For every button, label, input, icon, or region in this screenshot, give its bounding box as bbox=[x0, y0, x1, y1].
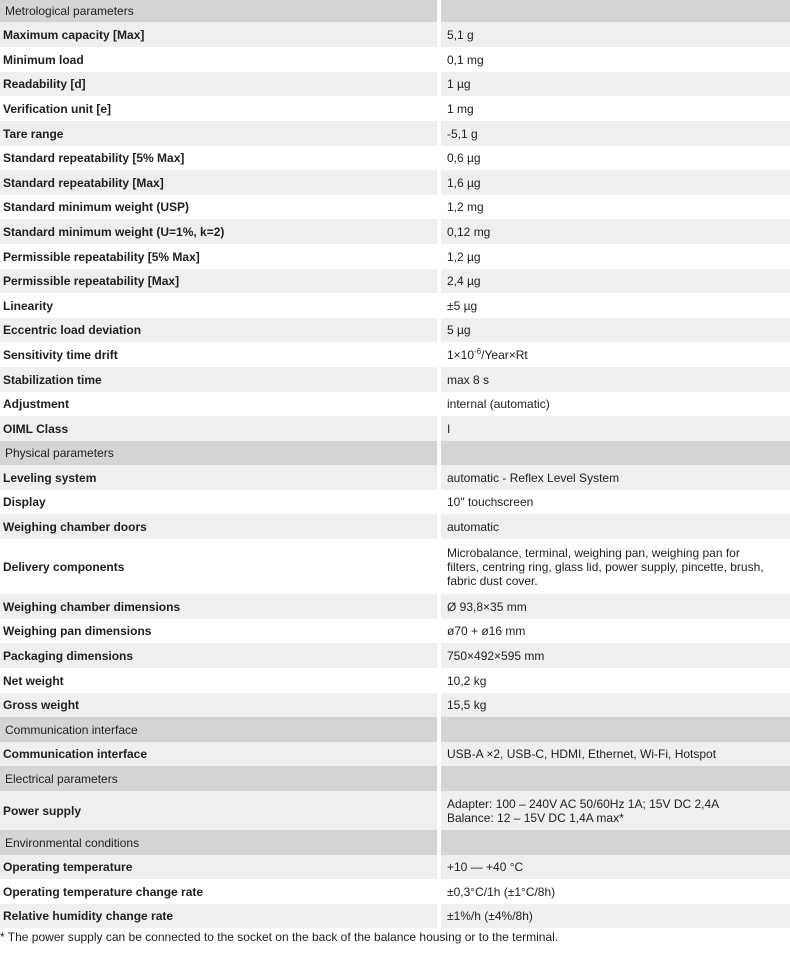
spec-value-line: Balance: 12 – 15V DC 1,4A max* bbox=[447, 810, 624, 825]
spec-row bbox=[0, 791, 790, 830]
spec-value bbox=[441, 250, 790, 264]
section-title: Communication interface bbox=[0, 717, 437, 742]
spec-row bbox=[0, 269, 790, 293]
spec-value-exponent: -6 bbox=[474, 346, 482, 356]
spec-value-text: 5,1 g bbox=[447, 27, 474, 42]
spec-value-line: filters, centring ring, glass lid, power supply, pincette, brush, bbox=[447, 559, 764, 574]
spec-value-text: Ø 93,8×35 mm bbox=[447, 599, 527, 614]
spec-label: Linearity bbox=[3, 298, 54, 313]
section-header-blank bbox=[441, 0, 790, 22]
spec-value-text: internal (automatic) bbox=[447, 397, 550, 411]
spec-label: Sensitivity time drift bbox=[3, 347, 118, 362]
section-title: Physical parameters bbox=[0, 441, 437, 465]
spec-row bbox=[0, 693, 790, 717]
spec-label: Leveling system bbox=[3, 470, 97, 485]
spec-row bbox=[0, 72, 790, 96]
spec-label: Weighing chamber dimensions bbox=[3, 599, 181, 614]
spec-value-text: 1 µg bbox=[447, 77, 471, 91]
spec-value-text: ±1%/h (±4%/8h) bbox=[447, 909, 533, 923]
section-header bbox=[0, 766, 790, 791]
spec-row bbox=[0, 879, 790, 904]
spec-value-text: 10,2 kg bbox=[447, 673, 487, 688]
spec-value bbox=[441, 546, 790, 588]
spec-value-text: ±0,3°C/1h (±1°C/8h) bbox=[447, 884, 556, 899]
spec-label: Minimum load bbox=[3, 52, 84, 67]
spec-value bbox=[441, 274, 790, 288]
spec-value-line: Adapter: 100 – 240V AC 50/60Hz 1A; 15V DC 2,4A bbox=[447, 796, 720, 811]
spec-row bbox=[0, 219, 790, 244]
spec-value-text: 1,2 mg bbox=[447, 200, 484, 214]
spec-value-text: I bbox=[447, 421, 451, 436]
spec-row bbox=[0, 121, 790, 146]
spec-value-text: automatic bbox=[447, 519, 500, 534]
spec-label: Maximum capacity [Max] bbox=[3, 27, 145, 42]
spec-label: Packaging dimensions bbox=[3, 648, 134, 663]
spec-value-text: 1,2 µg bbox=[447, 249, 481, 264]
spec-label: Adjustment bbox=[3, 397, 69, 411]
spec-value-line: fabric dust cover. bbox=[447, 573, 538, 588]
spec-row bbox=[0, 594, 790, 619]
spec-value bbox=[441, 860, 790, 874]
spec-value-line: Microbalance, terminal, weighing pan, weighing pan for bbox=[447, 545, 740, 560]
spec-label: Display bbox=[3, 495, 46, 509]
spec-value-text: 10" touchscreen bbox=[447, 495, 534, 509]
spec-value-text: 0,1 mg bbox=[447, 52, 484, 67]
spec-value bbox=[441, 53, 790, 67]
spec-label: OIML Class bbox=[3, 421, 69, 436]
spec-value bbox=[441, 520, 790, 534]
spec-value bbox=[441, 422, 790, 436]
spec-value bbox=[441, 471, 790, 485]
section-title: Environmental conditions bbox=[0, 830, 437, 855]
spec-label: Weighing chamber doors bbox=[3, 519, 147, 534]
spec-row bbox=[0, 539, 790, 594]
spec-label: Standard repeatability [Max] bbox=[3, 175, 164, 190]
spec-value-text: 1 mg bbox=[447, 101, 474, 116]
spec-row bbox=[0, 293, 790, 318]
spec-value bbox=[441, 127, 790, 141]
section-header bbox=[0, 0, 790, 22]
spec-value bbox=[441, 909, 790, 923]
spec-value bbox=[441, 797, 790, 825]
spec-value-text: 0,12 mg bbox=[447, 224, 491, 239]
spec-label: Power supply bbox=[3, 803, 82, 818]
spec-value-text: 1,6 µg bbox=[447, 175, 481, 190]
spec-label: Readability [d] bbox=[3, 77, 86, 91]
spec-value bbox=[441, 151, 790, 165]
spec-value bbox=[441, 747, 790, 761]
spec-value bbox=[441, 600, 790, 614]
spec-value-text: 1×10 bbox=[447, 347, 475, 362]
spec-row bbox=[0, 47, 790, 72]
spec-value bbox=[441, 225, 790, 239]
spec-label: Weighing pan dimensions bbox=[3, 624, 152, 638]
spec-label: Verification unit [e] bbox=[3, 101, 112, 116]
spec-row bbox=[0, 742, 790, 766]
spec-value bbox=[441, 299, 790, 313]
spec-row bbox=[0, 342, 790, 367]
spec-row bbox=[0, 170, 790, 195]
spec-value-text: ø70 + ø16 mm bbox=[447, 624, 526, 638]
spec-value bbox=[441, 624, 790, 638]
spec-label: Operating temperature bbox=[3, 860, 133, 874]
spec-label: Tare range bbox=[3, 126, 64, 141]
spec-row bbox=[0, 96, 790, 121]
spec-label: Communication interface bbox=[3, 747, 148, 761]
spec-value-text: 2,4 µg bbox=[447, 274, 481, 288]
spec-value bbox=[441, 373, 790, 387]
spec-row bbox=[0, 904, 790, 928]
spec-value-text: 0,6 µg bbox=[447, 151, 481, 165]
section-title: Electrical parameters bbox=[0, 766, 437, 791]
spec-label: Stabilization time bbox=[3, 372, 102, 387]
spec-value-text: USB-A ×2, USB-C, HDMI, Ethernet, Wi-Fi, Hotspot bbox=[447, 747, 717, 761]
spec-label: Permissible repeatability [Max] bbox=[3, 274, 180, 288]
spec-row bbox=[0, 195, 790, 219]
section-header-blank bbox=[441, 830, 790, 855]
spec-row bbox=[0, 619, 790, 643]
spec-value-text: max 8 s bbox=[447, 372, 490, 387]
spec-value bbox=[441, 698, 790, 712]
spec-label: Net weight bbox=[3, 673, 64, 688]
spec-row bbox=[0, 244, 790, 269]
spec-value bbox=[441, 397, 790, 411]
spec-value bbox=[441, 77, 790, 91]
spec-value-text: -5,1 g bbox=[447, 126, 478, 141]
footnote: * The power supply can be connected to the socket on the back of the balance housing or to the terminal. bbox=[0, 930, 559, 944]
spec-row bbox=[0, 318, 790, 342]
section-header-blank bbox=[441, 766, 790, 791]
section-header bbox=[0, 717, 790, 742]
spec-label: Operating temperature change rate bbox=[3, 884, 204, 899]
spec-value bbox=[441, 200, 790, 214]
spec-row bbox=[0, 514, 790, 539]
spec-label: Standard minimum weight (USP) bbox=[3, 200, 190, 214]
spec-value bbox=[441, 176, 790, 190]
spec-value-text: 750×492×595 mm bbox=[447, 648, 545, 663]
spec-value bbox=[441, 674, 790, 688]
spec-value-text: +10 — +40 °C bbox=[447, 860, 524, 874]
spec-label: Relative humidity change rate bbox=[3, 909, 174, 923]
spec-row bbox=[0, 855, 790, 879]
spec-label: Gross weight bbox=[3, 698, 80, 712]
spec-label: Eccentric load deviation bbox=[3, 323, 142, 337]
spec-value bbox=[441, 649, 790, 663]
spec-label: Permissible repeatability [5% Max] bbox=[3, 249, 200, 264]
spec-value bbox=[441, 323, 790, 337]
spec-value bbox=[441, 495, 790, 509]
spec-row bbox=[0, 146, 790, 170]
section-header-blank bbox=[441, 717, 790, 742]
section-header-blank bbox=[441, 441, 790, 465]
spec-value-text: 15,5 kg bbox=[447, 698, 487, 712]
spec-label: Standard repeatability [5% Max] bbox=[3, 151, 185, 165]
spec-row bbox=[0, 465, 790, 490]
spec-value bbox=[441, 102, 790, 116]
spec-row bbox=[0, 643, 790, 668]
spec-value-text: automatic - Reflex Level System bbox=[447, 470, 620, 485]
section-header bbox=[0, 441, 790, 465]
spec-value bbox=[441, 28, 790, 42]
spec-row bbox=[0, 668, 790, 693]
spec-row bbox=[0, 490, 790, 514]
spec-row bbox=[0, 22, 790, 47]
section-header bbox=[0, 830, 790, 855]
spec-value-text: ±5 µg bbox=[447, 298, 478, 313]
spec-value bbox=[441, 885, 790, 899]
spec-value-text: 5 µg bbox=[447, 323, 471, 337]
section-title: Metrological parameters bbox=[0, 0, 437, 22]
spec-row bbox=[0, 416, 790, 441]
spec-label: Delivery components bbox=[3, 559, 125, 574]
spec-label: Standard minimum weight (U=1%, k=2) bbox=[3, 224, 225, 239]
spec-value bbox=[441, 348, 790, 362]
spec-value-suffix: /Year×Rt bbox=[481, 347, 528, 362]
spec-row bbox=[0, 367, 790, 392]
spec-row bbox=[0, 392, 790, 416]
